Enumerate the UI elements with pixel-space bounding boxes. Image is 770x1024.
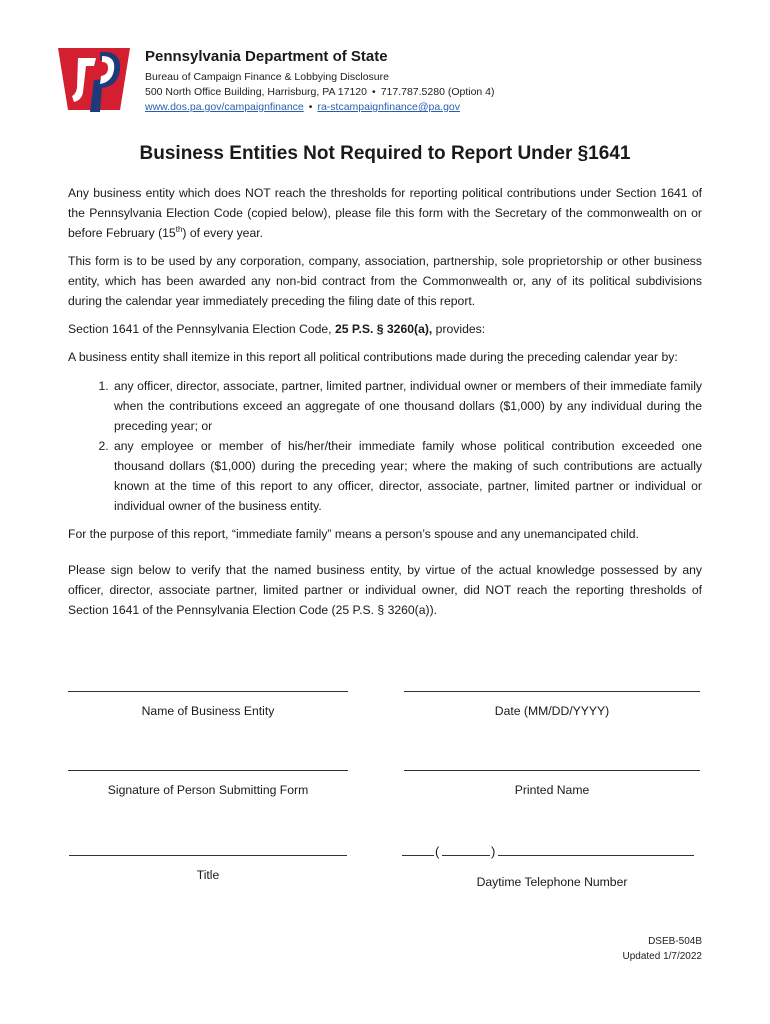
bullet-separator: • (308, 101, 313, 113)
usage-paragraph: This form is to be used by any corporation, company, association, partnership, sole proprietorship or other business entity, which has been awarded any non-bid contract from the Commonwealth or, any of its political subdivisions during the calendar year immediately preceding the filing date of this report. (68, 254, 702, 308)
definition-paragraph: For the purpose of this report, “immediate family” means a person’s spouse and any unemancipated child. (68, 527, 639, 541)
date-label: Date (MM/DD/YYYY) (494, 704, 610, 718)
phone-label: Daytime Telephone Number (476, 875, 628, 889)
itemize-paragraph: A business entity shall itemize in this report all political contributions made during the preceding calendar year by: (68, 350, 678, 364)
title-label: Title (196, 868, 220, 882)
list-item: 2. any employee or member of his/her/their immediate family whose political contribution exceeded one thousand dollars ($1,000) during the preceding year; where the making of such contributions are actually known at the time of this report to any officer, director, associate, partner, limited partner or individual or individual owner of the business entity. (112, 436, 702, 516)
form-code: DSEB-504B (648, 936, 702, 947)
bullet-separator: • (372, 86, 376, 98)
verification-paragraph: Please sign below to verify that the named business entity, by virtue of the actual knowledge possessed by any officer, director, associate partner, limited partner or individual owner, did NOT reach the reporting thresholds of Section 1641 of the Pennsylvania Election Code (25 P.S. § 3260(a)). (68, 563, 702, 617)
website-link[interactable]: www.dos.pa.gov/campaignfinance (145, 101, 304, 113)
bureau-name: Bureau of Campaign Finance & Lobbying Disclosure (145, 71, 389, 83)
title-field[interactable] (58, 855, 358, 882)
printed-name-field[interactable] (402, 770, 702, 797)
section-paragraph (68, 319, 702, 339)
intro-text-end: ) of every year. (182, 226, 263, 240)
area-code-open: ( (435, 844, 440, 859)
printed-name-label: Printed Name (514, 783, 590, 797)
email-link[interactable]: ra-stcampaignfinance@pa.gov (317, 101, 461, 113)
phone-input-line[interactable] (402, 842, 702, 859)
agency-name: Pennsylvania Department of State (145, 48, 388, 65)
updated-date: Updated 1/7/2022 (622, 951, 702, 962)
date-field[interactable] (402, 691, 702, 718)
signature-label: Signature of Person Submitting Form (107, 783, 309, 797)
business-entity-line[interactable] (68, 691, 348, 692)
signature-field[interactable] (58, 770, 358, 797)
address: 500 North Office Building, Harrisburg, PA 17120 (145, 86, 367, 98)
ordinal-suffix: th (175, 224, 183, 234)
business-entity-field[interactable] (58, 691, 358, 718)
phone-number-line (498, 855, 694, 856)
area-code-line (442, 855, 490, 856)
pa-keystone-logo-icon (56, 40, 132, 116)
phone-number: 717.787.5280 (Option 4) (380, 86, 495, 98)
area-code-close: ) (491, 844, 496, 859)
document-body (68, 183, 702, 620)
intro-text: Any business entity which does NOT reach the thresholds for reporting political contributions under Section 1641 of the Pennsylvania Election Code (copied below), please file this form with the Secretary of the commonwealth on or before February (15 (68, 186, 702, 240)
section-text: Section 1641 of the Pennsylvania Election Code, (68, 322, 335, 336)
business-entity-label: Name of Business Entity (141, 704, 275, 718)
printed-name-line[interactable] (404, 770, 700, 771)
contact-line (145, 85, 495, 100)
phone-field[interactable] (402, 842, 702, 889)
links-line (145, 100, 495, 115)
date-line[interactable] (404, 691, 700, 692)
agency-header (145, 48, 495, 115)
title-line[interactable] (69, 855, 347, 856)
signature-line[interactable] (68, 770, 348, 771)
statute-citation: 25 P.S. § 3260(a), (334, 322, 433, 336)
contribution-list (68, 376, 702, 516)
section-text-end: provides: (432, 322, 486, 336)
document-title: Business Entities Not Required to Report Under §1641 (139, 143, 631, 164)
form-footer (622, 934, 702, 964)
phone-line-segment (402, 855, 434, 856)
list-item: 1. any officer, director, associate, partner, limited partner, individual owner or members of their immediate family when the contributions exceed an aggregate of one thousand dollars ($1,000) by any individual during the preceding year; or (112, 376, 702, 436)
intro-paragraph (68, 183, 702, 243)
